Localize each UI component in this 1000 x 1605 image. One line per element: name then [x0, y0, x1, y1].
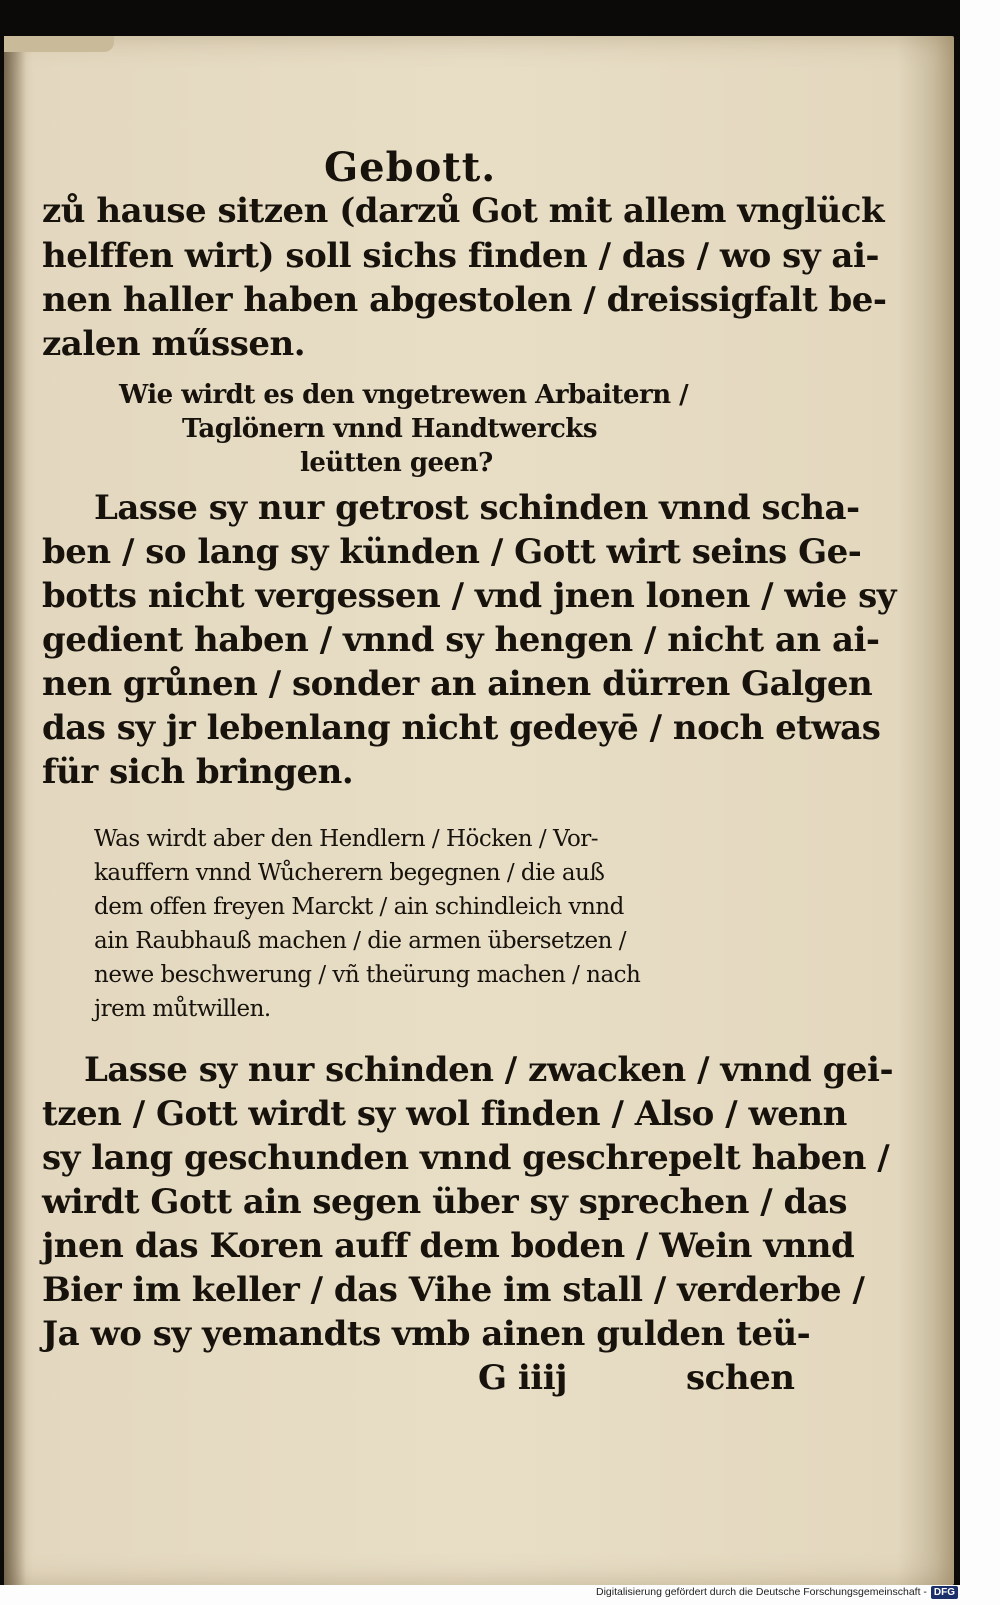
- catchword: schen: [686, 1358, 795, 1398]
- question-2-line: jrem můtwillen.: [94, 996, 271, 1022]
- dfg-logo: DFG: [931, 1586, 958, 1599]
- question-2-line: dem offen freyen Marckt / ain schindleich vnnd: [94, 894, 624, 920]
- answer-2-line: sy lang geschunden vnnd geschrepelt haben /: [42, 1138, 890, 1178]
- question-2-line: newe beschwerung / vñ theürung machen / nach: [94, 962, 641, 988]
- question-1-line: Taglönern vnnd Handtwercks: [182, 414, 597, 444]
- question-2-line: Was wirdt aber den Hendlern / Höcken / Vor-: [94, 826, 599, 852]
- question-2-line: ain Raubhauß machen / die armen übersetzen /: [94, 928, 626, 954]
- digitization-credit: [596, 1582, 958, 1602]
- answer-1-line: ben / so lang sy künden / Gott wirt seins Ge-: [42, 532, 862, 572]
- paragraph-1-line: zalen műssen.: [42, 324, 306, 364]
- answer-2-line: Ja wo sy yemandts vmb ainen gulden teü-: [42, 1314, 811, 1354]
- book-page: [4, 36, 954, 1585]
- answer-1-line: für sich bringen.: [42, 752, 354, 792]
- answer-1-line: Lasse sy nur getrost schinden vnnd scha-: [94, 488, 860, 528]
- running-head: Gebott.: [324, 144, 497, 191]
- answer-1-line: botts nicht vergessen / vnd jnen lonen / wie sy: [42, 576, 896, 616]
- credit-text: Digitalisierung gefördert durch die Deutsche Forschungsgemeinschaft -: [596, 1586, 927, 1598]
- answer-2-line: tzen / Gott wirdt sy wol finden / Also / wenn: [42, 1094, 847, 1134]
- answer-2-line: jnen das Koren auff dem boden / Wein vnnd: [42, 1226, 855, 1266]
- answer-1-line: nen grůnen / sonder an ainen dürren Galgen: [42, 664, 873, 704]
- answer-1-line: das sy jr lebenlang nicht gedeyē / noch etwas: [42, 708, 881, 748]
- paragraph-1-line: helffen wirt) soll sichs finden / das / wo sy ai-: [42, 236, 879, 276]
- paragraph-1-line: zů hause sitzen (darzů Got mit allem vnglück: [42, 191, 885, 231]
- answer-2-line: Lasse sy nur schinden / zwacken / vnnd gei-: [84, 1050, 894, 1090]
- question-1-line: Wie wirdt es den vngetrewen Arbaitern /: [119, 380, 689, 410]
- answer-1-line: gedient haben / vnnd sy hengen / nicht an ai-: [42, 620, 880, 660]
- answer-2-line: Bier im keller / das Vihe im stall / verderbe /: [42, 1270, 865, 1310]
- paragraph-1-line: nen haller haben abgestolen / dreissigfalt be-: [42, 280, 887, 320]
- question-2-line: kauffern vnnd Wůcherern begegnen / die auß: [94, 860, 605, 886]
- signature-mark: G iiij: [478, 1358, 567, 1398]
- question-1-line: leütten geen?: [300, 448, 493, 478]
- answer-2-line: wirdt Gott ain segen über sy sprechen / das: [42, 1182, 847, 1222]
- page-corner-fold: [4, 36, 114, 52]
